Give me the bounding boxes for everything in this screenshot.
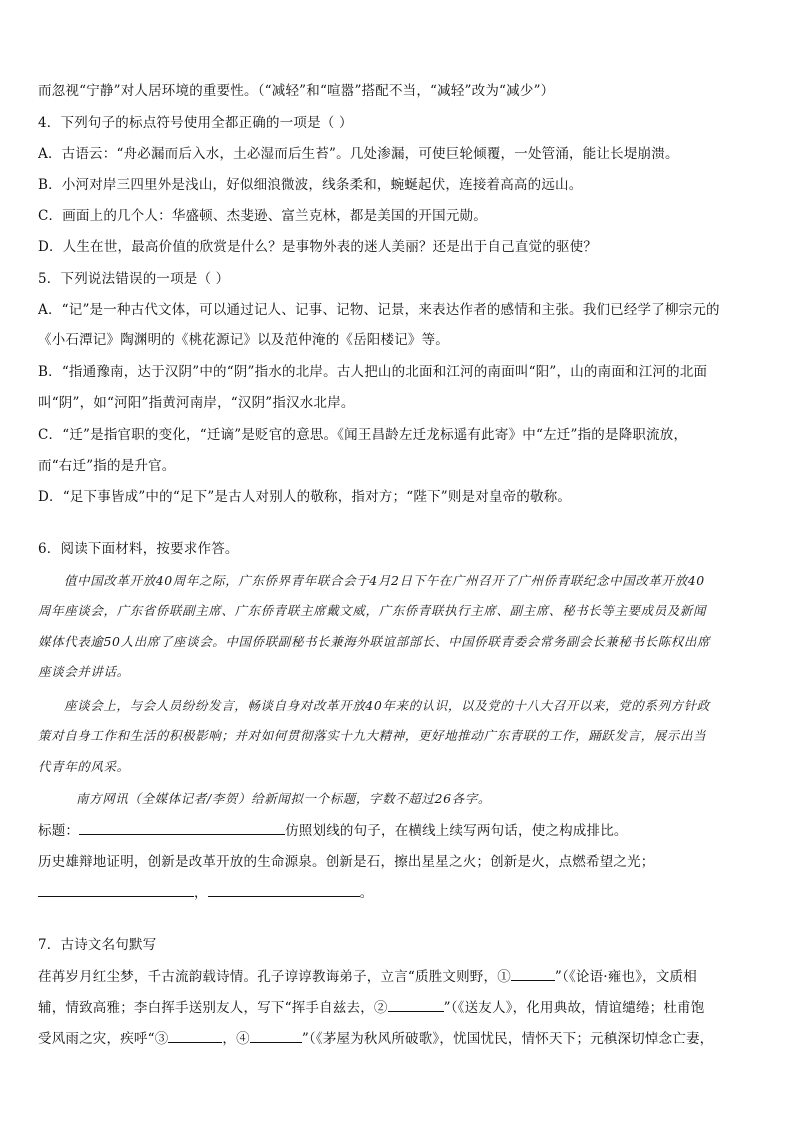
source-byline: 南方网讯（全媒体记者/李贺）给新闻拟一个标题，字数不超过26各字。 (76, 791, 491, 806)
period-mark: 。 (359, 885, 374, 901)
question-4-option-d: D．人生在世，最高价值的欣赏是什么？是事物外表的迷人美丽？还是出于自己直觉的驱使？ (38, 239, 598, 255)
parallel-answer-line (38, 882, 768, 904)
q7-text-1b: ”（《论语·雍也》，文质相 (554, 969, 697, 985)
q7-text-3a: 受风雨之灾，疾呼“③ (38, 1031, 169, 1047)
material-paragraph-1-line2: 周年座谈会，广东省侨联副主席、广东侨青联主席戴文威，广东侨青联执行主席、副主席、秘书长等主要成员及新闻 (38, 603, 707, 618)
question-6-stem: 6．阅读下面材料，按要求作答。 (38, 541, 239, 557)
question-5-option-c-line1: C．“迁”是指官职的变化，“迁谪”是贬官的意思。《闻王昌龄左迁龙标遥有此寄》中“左迁”指的是降职流放， (38, 427, 688, 443)
question-7-stem: 7．古诗文名句默写 (38, 937, 157, 953)
question-5-option-a-line2: 《小石潭记》陶渊明的《桃花源记》以及范仲淹的《岳阳楼记》等。 (38, 332, 449, 348)
blank-2[interactable] (388, 997, 444, 1012)
blank-4[interactable] (250, 1028, 302, 1043)
comma-separator: ， (194, 885, 208, 901)
title-label: 标题： (38, 823, 80, 839)
question-4-option-a: A．古语云：“舟必漏而后入水，土必湿而后生苔”。几处渗漏，可使巨轮倾覆，一处管涌，能让长堤崩溃。 (38, 146, 679, 162)
news-source-line (76, 788, 766, 810)
question-5-option-d: D．“足下事皆成”中的“足下”是古人对别人的敬称，指对方；“陛下”则是对皇帝的敬称。 (38, 489, 572, 505)
question-4-option-c: C．画面上的几个人：华盛顿、杰斐逊、富兰克林，都是美国的开国元勋。 (38, 208, 487, 224)
title-answer-blank[interactable] (79, 820, 285, 835)
parallel-blank-2[interactable] (208, 882, 360, 897)
history-sentence: 历史雄辩地证明，创新是改革开放的生命源泉。创新是石，擦出星星之火；创新是火，点燃希望之光； (38, 854, 655, 870)
q7-text-2b: ”（《送友人》，化用典故，情谊缱绻；杜甫饱 (443, 1000, 705, 1016)
q7-text-3c: ”（《茅屋为秋风所破歌》，忧国忧民，情怀天下；元稹深切悼念亡妻， (301, 1031, 714, 1047)
question-4-stem: 4．下列句子的标点符号使用全都正确的一项是（ ） (38, 115, 353, 131)
question-5-stem: 5．下列说法错误的一项是（ ） (38, 271, 230, 287)
material-paragraph-1-line3: 媒体代表逾50人出席了座谈会。中国侨联副秘书长兼海外联谊部部长、中国侨联青委会常务副会长兼秘书长陈权出席 (38, 634, 711, 649)
material-paragraph-2-line1: 座谈会上，与会人员纷纷发言，畅谈自身对改革开放40年来的认识，以及党的十八大召开以来，党的系列方针政 (64, 698, 710, 713)
parallel-instruction: 仿照划线的句子，在横线上续写两句话，使之构成排比。 (285, 823, 628, 839)
material-paragraph-2-line3: 代青年的风采。 (38, 759, 130, 774)
q7-text-1a: 荏苒岁月红尘梦，千古流韵载诗情。孔子谆谆教诲弟子，立言“质胜文则野，① (38, 969, 511, 985)
question-5-option-c-line2: 而“右迁”指的是升官。 (38, 458, 176, 474)
question-7-line2 (38, 997, 768, 1019)
blank-1[interactable] (511, 966, 555, 981)
q7-text-3b: ，④ (222, 1031, 250, 1047)
parallel-blank-1[interactable] (38, 882, 194, 897)
q7-text-2a: 辅，情致高雅；李白挥手送别友人，写下“挥手自兹去，② (38, 1000, 388, 1016)
question-4-option-b: B．小河对岸三四里外是浅山，好似细浪微波，线条柔和，蜿蜒起伏，连接着高高的远山。 (38, 177, 583, 193)
prev-answer-line: 而忽视“宁静”对人居环境的重要性。（“减轻”和“喧嚣”搭配不当，“减轻”改为“减少”） (38, 83, 555, 99)
blank-3[interactable] (168, 1028, 222, 1043)
question-5-option-b-line2: 叫“阴”，如“河阳”指黄河南岸，“汉阴”指汉水北岸。 (38, 395, 355, 411)
material-paragraph-2-line2: 策对自身工作和生活的积极影响；并对如何贯彻落实十九大精神，更好地推动广东青联的工作，踊跃发言，展示出当 (38, 728, 707, 743)
title-answer-line (38, 820, 768, 842)
material-paragraph-1-line1: 值中国改革开放40周年之际，广东侨界青年联合会于4月2日下午在广州召开了广州侨青联纪念中国改革开放40 (64, 573, 705, 588)
question-7-line1 (38, 966, 768, 988)
question-7-line3 (38, 1028, 768, 1050)
question-5-option-a-line1: A．“记”是一种古代文体，可以通过记人、记事、记物、记景，来表达作者的感情和主张。我们已经学了柳宗元的 (38, 302, 720, 318)
question-5-option-b-line1: B．“指通豫南，达于汉阴”中的“阴”指水的北岸。古人把山的北面和江河的南面叫“阳”，山的南面和江河的北面 (38, 364, 708, 380)
material-paragraph-1-line4: 座谈会并讲话。 (38, 664, 130, 679)
